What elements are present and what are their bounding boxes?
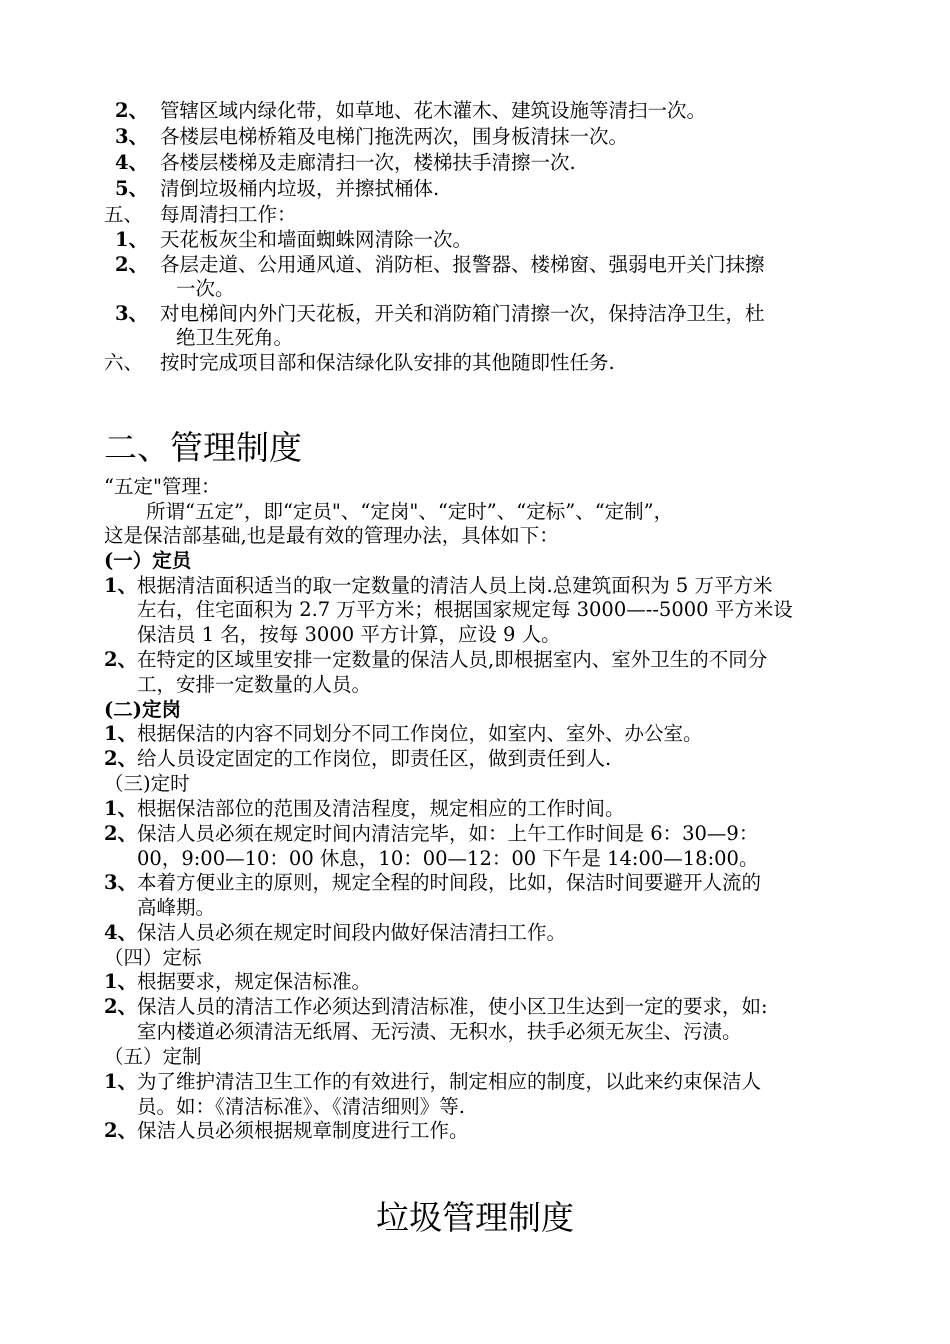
item-number: 1、 xyxy=(104,1070,138,1093)
section-number: 五、 xyxy=(104,203,144,226)
item-text: 各层走道、公用通风道、消防柜、报警器、楼梯窗、强弱电开关门抹擦 xyxy=(160,253,765,276)
item-number: 2、 xyxy=(104,822,138,845)
item-number: 2、 xyxy=(104,648,138,671)
group-heading: (二)定岗 xyxy=(104,698,181,721)
item-text: 保洁人员的清洁工作必须达到清洁标准，使小区卫生达到一定的要求，如: xyxy=(137,995,768,1018)
item-number: 1、 xyxy=(104,722,138,745)
section-number: 六、 xyxy=(104,351,144,374)
item-text: 按时完成项目部和保洁绿化队安排的其他随即性任务. xyxy=(160,351,615,374)
item-text-continuation: 00，9:00—10：00 休息，10：00—12：00 下午是 14:00—18:00。 xyxy=(137,847,759,870)
section-heading: 每周清扫工作： xyxy=(160,203,297,226)
item-number: 1、 xyxy=(115,228,149,251)
item-text-continuation: 一次。 xyxy=(176,277,235,300)
item-text: 根据保洁部位的范围及清洁程度，规定相应的工作时间。 xyxy=(137,797,625,820)
item-text-continuation: 高峰期。 xyxy=(137,896,216,919)
item-text: 在特定的区域里安排一定数量的保洁人员,即根据室内、室外卫生的不同分 xyxy=(137,648,768,671)
item-number: 3、 xyxy=(104,871,138,894)
group-heading: (一）定员 xyxy=(104,549,192,572)
item-number: 2、 xyxy=(104,995,138,1018)
item-number: 1、 xyxy=(104,574,138,597)
section-title: 垃圾管理制度 xyxy=(376,1198,574,1237)
item-number: 4、 xyxy=(104,921,138,944)
item-text: 保洁人员必须在规定时间内清洁完毕，如：上午工作时间是 6：30—9： xyxy=(137,822,759,845)
item-number: 1、 xyxy=(104,970,138,993)
item-text: 保洁人员必须在规定时间段内做好保洁清扫工作。 xyxy=(137,921,567,944)
item-number: 2、 xyxy=(104,747,138,770)
subsection-heading: “五定"管理： xyxy=(104,475,221,498)
item-text: 管辖区域内绿化带，如草地、花木灌木、建筑设施等清扫一次。 xyxy=(160,99,707,122)
item-number: 2、 xyxy=(115,253,149,276)
item-number: 5、 xyxy=(115,177,149,200)
item-text: 各楼层楼梯及走廊清扫一次，楼梯扶手清擦一次. xyxy=(160,151,576,174)
item-text-continuation: 保洁员 1 名，按每 3000 平方计算，应设 9 人。 xyxy=(137,623,561,646)
item-number: 4、 xyxy=(115,151,149,174)
item-text: 给人员设定固定的工作岗位，即责任区，做到责任到人. xyxy=(137,747,612,770)
group-heading: （五）定制 xyxy=(104,1045,202,1068)
item-text: 根据保洁的内容不同划分不同工作岗位，如室内、室外、办公室。 xyxy=(137,722,703,745)
item-text-continuation: 左右，住宅面积为 2.7 万平方米；根据国家规定每 3000—--5000 平方米设 xyxy=(137,598,793,621)
item-number: 2、 xyxy=(115,99,149,122)
item-text: 本着方便业主的原则，规定全程的时间段，比如，保洁时间要避开人流的 xyxy=(137,871,762,894)
paragraph-line: 这是保洁部基础,也是最有效的管理办法，具体如下： xyxy=(104,524,559,547)
paragraph-line: 所谓“五定”，即“定员"、“定岗"、“定时”、“定标”、“定制”， xyxy=(146,500,674,523)
item-text: 清倒垃圾桶内垃圾，并擦拭桶体. xyxy=(160,177,440,200)
item-text: 根据要求，规定保洁标准。 xyxy=(137,970,372,993)
item-number: 1、 xyxy=(104,797,138,820)
item-text: 对电梯间内外门天花板，开关和消防箱门清擦一次，保持洁净卫生，杜 xyxy=(160,302,765,325)
item-text: 根据清洁面积适当的取一定数量的清洁人员上岗.总建筑面积为 5 万平方米 xyxy=(137,574,773,597)
group-heading: （四）定标 xyxy=(104,946,202,969)
item-text-continuation: 员。如：《清洁标准》、《清洁细则》等. xyxy=(137,1095,465,1118)
section-title: 二、管理制度 xyxy=(104,428,302,467)
item-text-continuation: 室内楼道必须清洁无纸屑、无污渍、无积水，扶手必须无灰尘、污渍。 xyxy=(137,1020,742,1043)
item-text: 天花板灰尘和墙面蜘蛛网清除一次。 xyxy=(160,228,473,251)
item-text: 各楼层电梯桥箱及电梯门拖洗两次，围身板清抹一次。 xyxy=(160,125,629,148)
group-heading: （三)定时 xyxy=(104,772,190,795)
item-number: 3、 xyxy=(115,125,149,148)
item-text: 保洁人员必须根据规章制度进行工作。 xyxy=(137,1119,469,1142)
item-number: 3、 xyxy=(115,302,149,325)
item-text: 为了维护清洁卫生工作的有效进行，制定相应的制度，以此来约束保洁人 xyxy=(137,1070,762,1093)
item-number: 2、 xyxy=(104,1119,138,1142)
item-text-continuation: 工，安排一定数量的人员。 xyxy=(137,673,372,696)
item-text-continuation: 绝卫生死角。 xyxy=(176,326,294,349)
